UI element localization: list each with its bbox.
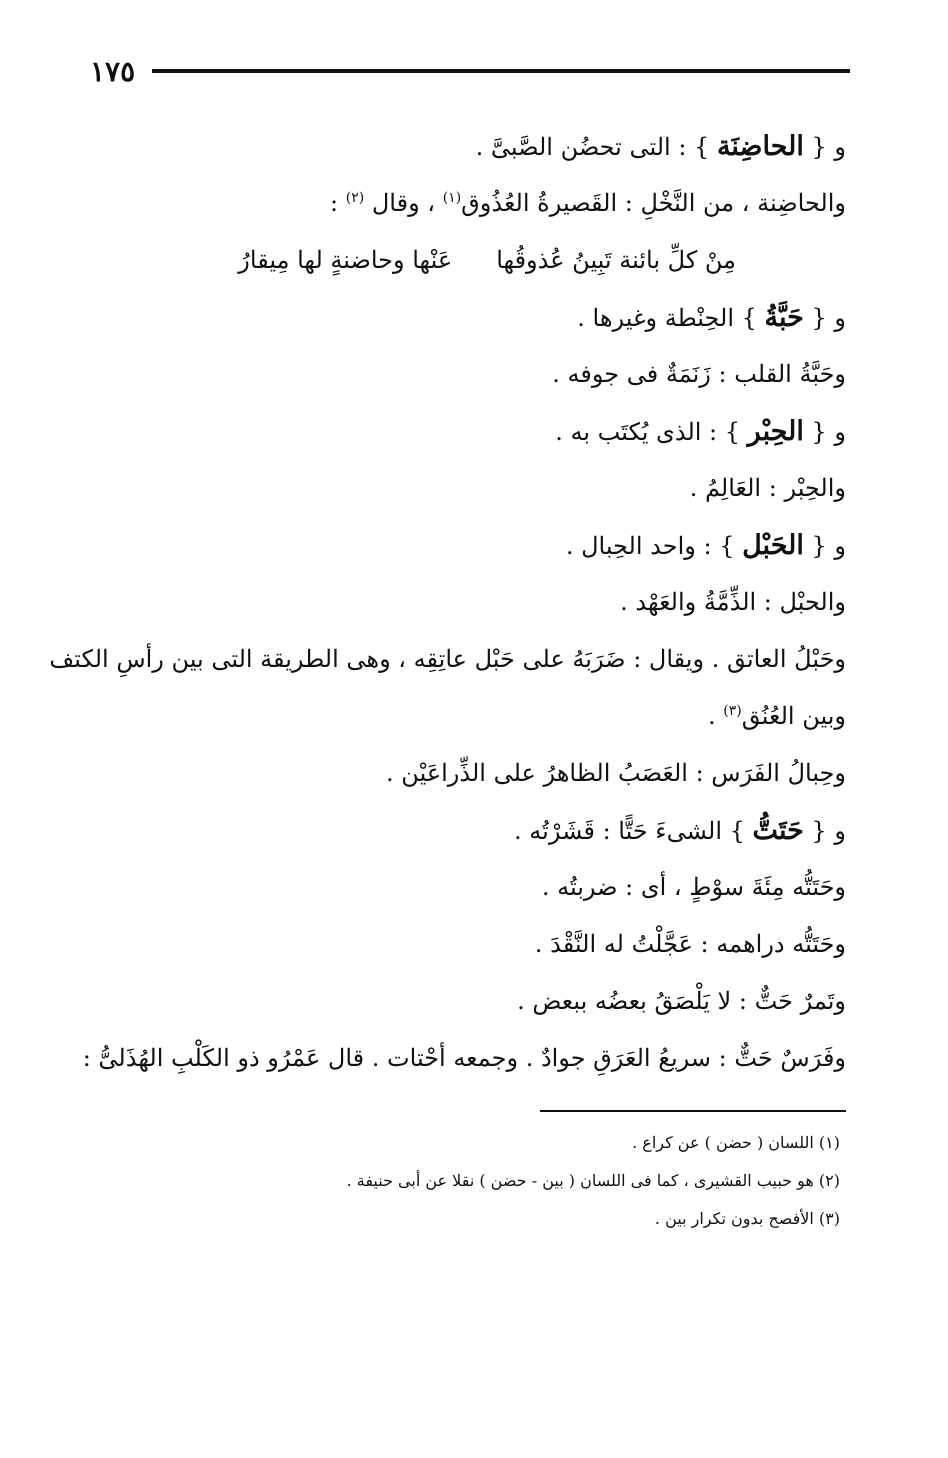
entry-prefix: و { bbox=[803, 418, 846, 446]
entry-text: } الشىءَ حَتًّا : قَشَرْتُه . bbox=[514, 817, 753, 845]
headword: الحاضِنَة bbox=[716, 131, 804, 162]
footnote-ref: (١) bbox=[442, 190, 462, 206]
entry-prefix: و { bbox=[803, 817, 846, 845]
entry-text: } : واحد الحِبال . bbox=[565, 532, 743, 560]
entry-text: } الحِنْطة وغيرها . bbox=[577, 304, 765, 332]
entry-line bbox=[30, 517, 846, 574]
entry-prefix: و { bbox=[803, 532, 846, 560]
entry-text: } : الذى يُكتَب به . bbox=[555, 418, 748, 446]
verse-first-hemistich: مِنْ كلِّ بائنة تَبِينُ عُذوقُها bbox=[496, 246, 736, 274]
entry-text: والحاضِنة ، من النَّخْلِ : القَصيرةُ العُذُوق bbox=[461, 189, 846, 217]
dictionary-body bbox=[30, 118, 846, 1087]
entry-paragraph bbox=[30, 631, 846, 745]
entry-prefix: و { bbox=[803, 304, 846, 332]
entry-text: } : التى تحضُن الصَّبىَّ . bbox=[475, 133, 717, 161]
header-rule bbox=[152, 69, 850, 73]
poetry-verse bbox=[30, 232, 846, 289]
footnote-ref: (٣) bbox=[723, 703, 742, 719]
entry-line: وحَتَتُّه دراهمه : عَجَّلْتُ له النَّقْدَ . bbox=[534, 930, 846, 958]
entry-line bbox=[30, 802, 846, 859]
entry-line bbox=[30, 403, 846, 460]
entry-line: وحَبَّةُ القلب : زَنَمَةٌ فى جوفه . bbox=[552, 360, 846, 388]
footnote: (١) اللسان ( حضن ) عن كراع . bbox=[632, 1133, 840, 1152]
footnote: (٣) الأفصح بدون تكرار بين . bbox=[654, 1209, 840, 1228]
footnote-ref: (٢) bbox=[345, 190, 365, 206]
headword: الحَبْل bbox=[742, 530, 804, 561]
entry-line: وحِبالُ الفَرَس : العَصَبُ الظاهرُ على الذِّراعَيْن . bbox=[386, 759, 846, 787]
entry-line: والحِبْر : العَالِمُ . bbox=[689, 474, 846, 502]
entry-line bbox=[30, 289, 846, 346]
verse-second-hemistich: عَنْها وحاضنةٍ لها مِيقارُ bbox=[238, 246, 453, 274]
entry-text: ، وقال bbox=[364, 189, 443, 217]
footnotes bbox=[100, 1124, 840, 1238]
headword: الحِبْر bbox=[747, 416, 804, 447]
entry-line: وحَتَتُّه مِئَةَ سوْطٍ ، أى : ضربتُه . bbox=[541, 873, 846, 901]
page-number: ١٧٥ bbox=[90, 55, 136, 88]
entry-text: . bbox=[708, 702, 724, 730]
entry-text: وحَبْلُ العاتق . ويقال : ضَرَبَهُ على حَبْل عاتِقِه ، وهى الطريقة التى بين رأسِ الكتف وبين العُنُق bbox=[49, 645, 846, 730]
entry-prefix: و { bbox=[803, 133, 846, 161]
headword: حَبَّةُ bbox=[764, 302, 804, 333]
entry-line: والحبْل : الذِّمَّةُ والعَهْد . bbox=[620, 588, 846, 616]
entry-text: : bbox=[330, 189, 346, 217]
entry-line bbox=[30, 175, 846, 232]
headword: حَتَتُّ bbox=[752, 815, 804, 846]
footnote-rule bbox=[540, 1110, 846, 1112]
page-header bbox=[60, 52, 850, 92]
entry-paragraph: وفَرَسٌ حَتٌّ : سريعُ العَرَقِ جوادٌ . وجمعه أحْتات . قال عَمْرُو ذو الكَلْبِ الهُذَلىُّ : bbox=[82, 1044, 846, 1072]
footnote: (٢) هو حبيب القشيرى ، كما فى اللسان ( بين - حضن ) نقلا عن أبى حنيفة . bbox=[346, 1171, 840, 1190]
entry-line bbox=[30, 118, 846, 175]
entry-line: وتَمرٌ حَتٌّ : لا يَلْصَقُ بعضُه ببعض . bbox=[517, 987, 846, 1015]
